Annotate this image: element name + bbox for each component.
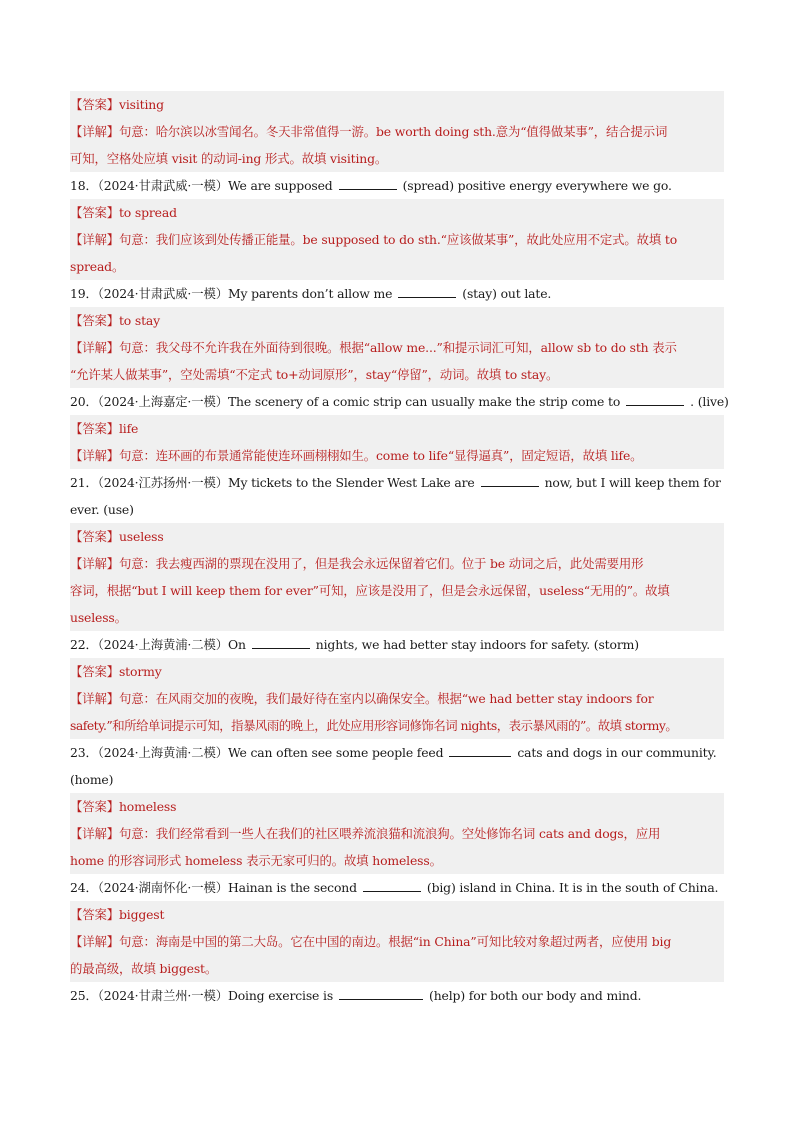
detail-line — [70, 334, 724, 361]
answer-label: 【答案】 — [70, 907, 119, 922]
question-line — [70, 874, 724, 901]
detail-line — [70, 685, 724, 712]
answer-label: 【答案】 — [70, 313, 119, 328]
answer-blank[interactable] — [339, 987, 423, 1000]
answer-text: life — [118, 421, 139, 436]
answer-label: 【答案】 — [70, 421, 119, 436]
answer-label: 【答案】 — [70, 664, 119, 679]
detail-line: “允许某人做某事”，空处需填“不定式 to+动词原形”，stay“停留”，动词。故填 to stay。 — [70, 361, 724, 388]
detail-line: spread。 — [70, 253, 724, 280]
detail-label: 【详解】 — [70, 934, 119, 949]
answer-label: 【答案】 — [70, 529, 119, 544]
detail-line — [70, 118, 724, 145]
answer-line — [70, 523, 724, 550]
question-text: 25．（2024·甘肃兰州·一模）Doing exercise is — [70, 988, 334, 1003]
question-line — [70, 172, 724, 199]
answer-label: 【答案】 — [70, 97, 119, 112]
question-text: nights, we had better stay indoors for safety. (storm) — [315, 637, 639, 652]
exercise-content — [70, 91, 729, 1009]
question-line — [70, 631, 724, 658]
question-text: (spread) positive energy everywhere we go. — [402, 178, 672, 193]
detail-line: useless。 — [70, 604, 724, 631]
answer-label: 【答案】 — [70, 799, 119, 814]
detail-line — [70, 928, 724, 955]
detail-line: 的最高级，故填 biggest。 — [70, 955, 724, 982]
answer-line — [70, 901, 724, 928]
question-text: 19．（2024·甘肃武威·一模）My parents don’t allow me — [70, 286, 393, 301]
answer-line — [70, 91, 724, 118]
answer-text: useless — [118, 529, 164, 544]
answer-blank[interactable] — [449, 744, 511, 757]
answer-line — [70, 199, 724, 226]
question-text: (big) island in China. It is in the south of China. — [426, 880, 719, 895]
question-line: (home) — [70, 772, 114, 787]
question-text: 22．（2024·上海黄浦·二模）On — [70, 637, 246, 652]
question-line — [70, 280, 724, 307]
answer-line — [70, 307, 724, 334]
question-line — [70, 469, 724, 496]
detail-text: 句意：连环画的布景通常能使连环画栩栩如生。come to life“显得逼真”，固定短语，故填 life。 — [118, 448, 643, 463]
question-line — [70, 388, 729, 415]
answer-text: visiting — [118, 97, 164, 112]
detail-label: 【详解】 — [70, 232, 119, 247]
answer-text: to spread — [118, 205, 177, 220]
detail-text: 句意：我们经常看到一些人在我们的社区喂养流浪猫和流浪狗。空处修饰名词 cats and dogs，应用 — [118, 826, 661, 841]
detail-label: 【详解】 — [70, 556, 119, 571]
answer-blank[interactable] — [398, 285, 456, 298]
detail-label: 【详解】 — [70, 826, 119, 841]
detail-line — [70, 442, 724, 469]
answer-label: 【答案】 — [70, 205, 119, 220]
answer-blank[interactable] — [339, 177, 397, 190]
answer-text: stormy — [118, 664, 162, 679]
detail-text: 句意：我去瘦西湖的票现在没用了，但是我会永远保留着它们。位于 be 动词之后，此处需要用形 — [118, 556, 644, 571]
question-text: 18．（2024·甘肃武威·一模）We are supposed — [70, 178, 333, 193]
detail-text: 句意：海南是中国的第二大岛。它在中国的南边。根据“in China”可知比较对象超过两者，应使用 big — [118, 934, 672, 949]
detail-label: 【详解】 — [70, 340, 119, 355]
question-text: 20．（2024·上海嘉定·一模）The scenery of a comic strip can usually make the strip come to — [70, 394, 621, 409]
detail-text: 句意：在风雨交加的夜晚，我们最好待在室内以确保安全。根据“we had better stay indoors for — [118, 691, 654, 706]
detail-label: 【详解】 — [70, 448, 119, 463]
detail-text: 句意：哈尔滨以冰雪闻名。冬天非常值得一游。be worth doing sth.意为“值得做某事”，结合提示词 — [118, 124, 668, 139]
detail-line — [70, 820, 724, 847]
detail-text: 句意：我父母不允许我在外面待到很晚。根据“allow me...”和提示词汇可知，allow sb to do sth 表示 — [118, 340, 677, 355]
question-line — [70, 982, 724, 1009]
answer-line — [70, 658, 724, 685]
detail-line: 容词，根据“but I will keep them for ever”可知，应该是没用了，但是会永远保留，useless“无用的”。故填 — [70, 577, 724, 604]
answer-text: homeless — [118, 799, 177, 814]
answer-blank[interactable] — [481, 474, 539, 487]
detail-line: 可知，空格处应填 visit 的动词-ing 形式。故填 visiting。 — [70, 145, 724, 172]
answer-line — [70, 793, 724, 820]
question-text: 23．（2024·上海黄浦·二模）We can often see some people feed — [70, 745, 444, 760]
answer-blank[interactable] — [363, 879, 421, 892]
question-text: now, but I will keep them for — [544, 475, 721, 490]
detail-label: 【详解】 — [70, 691, 119, 706]
answer-blank[interactable] — [626, 393, 684, 406]
question-text: . (live) — [690, 394, 729, 409]
detail-line — [70, 226, 724, 253]
detail-label: 【详解】 — [70, 124, 119, 139]
answer-text: to stay — [118, 313, 161, 328]
answer-line — [70, 415, 724, 442]
detail-line — [70, 550, 724, 577]
question-text: (stay) out late. — [462, 286, 552, 301]
question-line — [70, 739, 724, 766]
answer-blank[interactable] — [252, 636, 310, 649]
question-line: ever. (use) — [70, 502, 134, 517]
answer-text: biggest — [118, 907, 165, 922]
detail-line: safety.”和所给单词提示可知，指暴风雨的晚上，此处应用形容词修饰名词 nights，表示暴风雨的”。故填 stormy。 — [70, 712, 724, 739]
question-text: (help) for both our body and mind. — [429, 988, 642, 1003]
detail-line: home 的形容词形式 homeless 表示无家可归的。故填 homeless。 — [70, 847, 724, 874]
detail-text: 句意：我们应该到处传播正能量。be supposed to do sth.“应该做某事”，故此处应用不定式。故填 to — [118, 232, 678, 247]
question-text: 24．（2024·湖南怀化·一模）Hainan is the second — [70, 880, 357, 895]
question-text: cats and dogs in our community. — [517, 745, 717, 760]
question-text: 21．（2024·江苏扬州·一模）My tickets to the Slender West Lake are — [70, 475, 475, 490]
